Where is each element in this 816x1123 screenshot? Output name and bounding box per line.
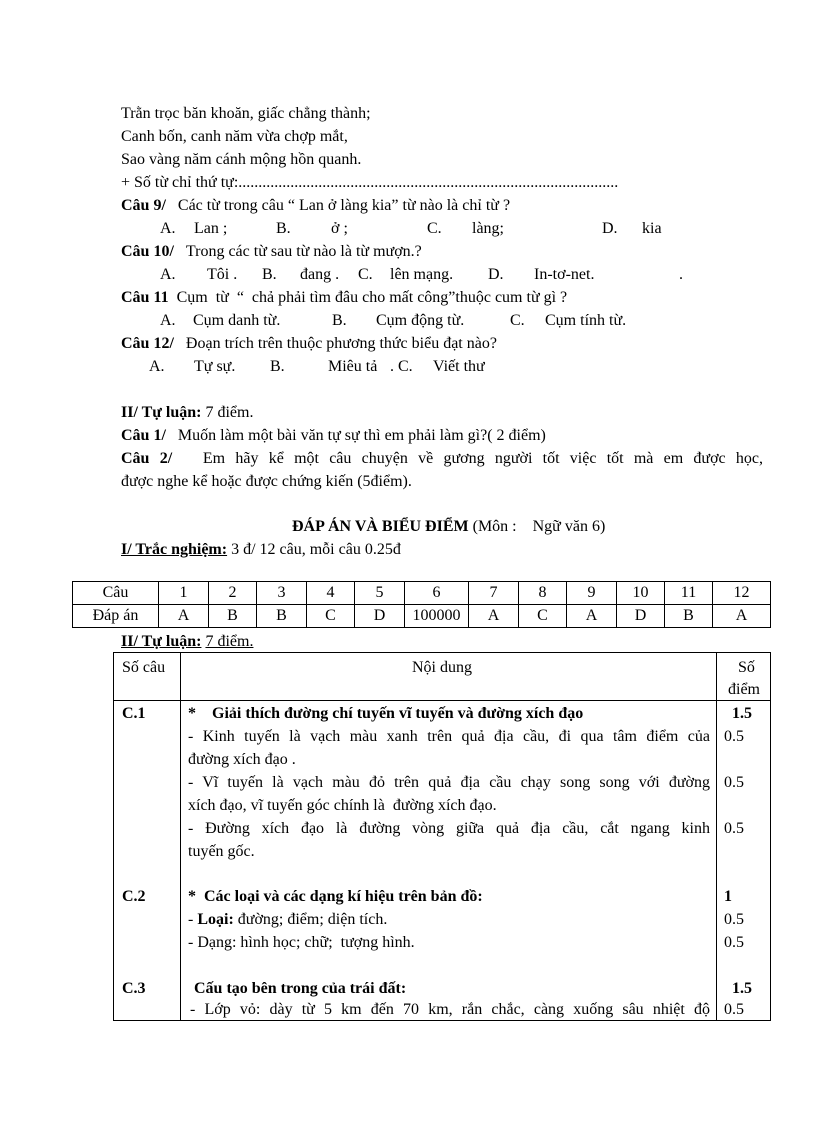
- header-divider: [114, 700, 770, 701]
- option-letter: B.: [262, 266, 277, 283]
- mc-heading: [121, 540, 401, 560]
- table-cell: 3: [257, 582, 307, 605]
- table-cell: B: [257, 605, 307, 628]
- essay2-points: 7 điểm.: [205, 633, 254, 650]
- mc-heading-label: I/ Trắc nghiệm:: [121, 541, 228, 558]
- table-cell: 5: [355, 582, 405, 605]
- option-letter: A.: [149, 358, 165, 375]
- table-cell: 11: [665, 582, 713, 605]
- option-text: .: [679, 266, 683, 283]
- table-cell: C: [519, 605, 567, 628]
- table-cell: 6: [405, 582, 469, 605]
- header-col-content: Nội dung: [412, 659, 472, 676]
- answer-key-title: [292, 517, 605, 537]
- c2-label: C.2: [122, 888, 146, 905]
- question-10-text: Trong các từ sau từ nào là từ mượn.?: [185, 243, 422, 260]
- option-text: Cụm tính từ.: [545, 312, 627, 329]
- question-9-text: Các từ trong câu “ Lan ở làng kia” từ nào là chỉ từ ?: [177, 197, 511, 214]
- poem-line-2: Canh bốn, canh năm vừa chợp mắt,: [121, 128, 348, 145]
- essay-q2-label: Câu 2/: [121, 450, 173, 467]
- c2-heading: * Các loại và các dạng kí hiệu trên bản đồ:: [188, 888, 483, 905]
- essay2-heading: [121, 632, 253, 652]
- essay-score-table: [113, 652, 771, 1021]
- essay-question-2-cont: được nghe kể hoặc được chứng kiến (5điểm).: [121, 473, 412, 490]
- question-10: [121, 242, 422, 262]
- c1-line-1: - Kinh tuyến là vạch màu xanh trên quả địa cầu, đi qua tâm điểm của: [188, 728, 710, 745]
- c1-heading: * Giải thích đường chí tuyến vĩ tuyến và đường xích đạo: [188, 705, 584, 722]
- option-letter: B.: [270, 358, 285, 375]
- question-12-options: [149, 357, 485, 377]
- question-11: [121, 288, 567, 308]
- c2-line-1: - Loại: đường; điểm; diện tích.: [188, 911, 388, 928]
- option-letter: D.: [488, 266, 504, 283]
- c2-line-2: - Dạng: hình học; chữ; tượng hình.: [188, 934, 415, 951]
- question-11-label: Câu 11: [121, 289, 169, 306]
- c2-line-2-score: 0.5: [724, 934, 744, 951]
- option-letter: D.: [602, 220, 618, 237]
- essay-question-1: [121, 426, 546, 446]
- table-cell: C: [307, 605, 355, 628]
- essay-points: 7 điểm.: [205, 404, 254, 421]
- question-10-options: [160, 265, 683, 285]
- mc-heading-text: 3 đ/ 12 câu, mỗi câu 0.25đ: [231, 541, 401, 558]
- option-text: Tôi .: [207, 266, 238, 283]
- option-text: Cụm danh từ.: [193, 312, 281, 329]
- option-text: Lan ;: [194, 220, 228, 237]
- table-cell: 1: [159, 582, 209, 605]
- poem-line-3: Sao vàng năm cánh mộng hồn quanh.: [121, 151, 362, 168]
- option-text: Tự sự.: [194, 358, 236, 375]
- option-text: Cụm động từ.: [376, 312, 465, 329]
- c1-line-6: tuyến gốc.: [188, 843, 255, 860]
- c2-line-1-bold: Loại:: [197, 911, 234, 928]
- c1-line-4: xích đạo, vĩ tuyến góc chính là đường xích đạo.: [188, 797, 497, 814]
- c3-line-1: - Lớp vỏ: dày từ 5 km đến 70 km, rắn chắc, càng xuống sâu nhiệt độ: [190, 1001, 710, 1018]
- option-text: Miêu tả: [328, 358, 378, 375]
- c1-line-3: - Vĩ tuyến là vạch màu đỏ trên quả địa cầu chạy song song với đường: [188, 774, 710, 791]
- option-text: Viết thư: [433, 358, 485, 375]
- question-11-options: [160, 311, 626, 331]
- essay-q1-text: Muốn làm một bài văn tự sự thì em phải làm gì?( 2 điểm): [177, 427, 546, 444]
- question-12-label: Câu 12/: [121, 335, 174, 352]
- c2-score: 1: [724, 888, 732, 905]
- c1-line-2: đường xích đạo .: [188, 751, 296, 768]
- table-cell: D: [355, 605, 405, 628]
- question-9-options: [160, 219, 662, 239]
- option-text: lên mạng.: [390, 266, 454, 283]
- answer-table: [72, 581, 771, 628]
- column-divider: [716, 653, 717, 1020]
- option-letter: B.: [332, 312, 347, 329]
- table-cell: Đáp án: [73, 605, 159, 628]
- c1-score: 1.5: [732, 705, 752, 722]
- question-9: [121, 196, 510, 216]
- c2-line-1-rest: đường; điểm; diện tích.: [237, 911, 388, 928]
- table-cell: B: [209, 605, 257, 628]
- option-text: In-tơ-net.: [534, 266, 595, 283]
- table-cell: 2: [209, 582, 257, 605]
- essay-heading-label: II/ Tự luận:: [121, 404, 202, 421]
- option-letter: B.: [276, 220, 291, 237]
- table-cell: A: [713, 605, 771, 628]
- header-col-score-2: điểm: [728, 681, 760, 698]
- table-cell: 12: [713, 582, 771, 605]
- essay2-heading-label: II/ Tự luận:: [121, 633, 202, 650]
- poem-line-1: Trằn trọc băn khoăn, giấc chẳng thành;: [121, 105, 371, 122]
- option-text: đang .: [300, 266, 340, 283]
- option-letter: C.: [427, 220, 442, 237]
- table-cell: D: [617, 605, 665, 628]
- question-12: [121, 334, 497, 354]
- table-cell: A: [567, 605, 617, 628]
- answer-table-row-answers: [73, 605, 771, 628]
- c3-heading: Cấu tạo bên trong của trái đất:: [194, 980, 407, 997]
- option-letter: . C.: [390, 358, 413, 375]
- option-text: ở ;: [331, 220, 348, 237]
- essay-q2-text: Em hãy kể một câu chuyện về gương người tốt việc tốt mà em được học,: [202, 450, 764, 467]
- c1-line-5: - Đường xích đạo là đường vòng giữa quả địa cầu, cắt ngang kinh: [188, 820, 710, 837]
- option-letter: C.: [510, 312, 525, 329]
- answer-subject: (Môn : Ngữ văn 6): [472, 518, 606, 535]
- question-11-text: Cụm từ “ chả phải tìm đâu cho mất công”thuộc cum từ gì ?: [176, 289, 568, 306]
- table-cell: 4: [307, 582, 355, 605]
- c2-line-1-score: 0.5: [724, 911, 744, 928]
- c1-line-1-score: 0.5: [724, 728, 744, 745]
- table-cell: Câu: [73, 582, 159, 605]
- option-letter: C.: [358, 266, 373, 283]
- option-letter: A.: [160, 266, 176, 283]
- table-cell: 9: [567, 582, 617, 605]
- table-cell: A: [159, 605, 209, 628]
- column-divider: [180, 653, 181, 1020]
- question-12-text: Đoạn trích trên thuộc phương thức biểu đạt nào?: [185, 335, 497, 352]
- option-letter: A.: [160, 312, 176, 329]
- option-letter: A.: [160, 220, 176, 237]
- answer-table-row-numbers: [73, 582, 771, 605]
- c1-label: C.1: [122, 705, 146, 722]
- question-9-label: Câu 9/: [121, 197, 166, 214]
- header-col-score-1: Số: [738, 659, 755, 676]
- essay-q1-label: Câu 1/: [121, 427, 166, 444]
- table-cell: B: [665, 605, 713, 628]
- c3-score: 1.5: [732, 980, 752, 997]
- table-cell: 10: [617, 582, 665, 605]
- question-10-label: Câu 10/: [121, 243, 174, 260]
- c1-line-5-score: 0.5: [724, 820, 744, 837]
- essay-question-2: [121, 449, 763, 469]
- c1-line-3-score: 0.5: [724, 774, 744, 791]
- table-cell: 7: [469, 582, 519, 605]
- header-col-number: Số câu: [122, 659, 166, 676]
- table-cell: 8: [519, 582, 567, 605]
- option-text: kia: [642, 220, 662, 237]
- table-cell: 100000: [405, 605, 469, 628]
- c3-label: C.3: [122, 980, 146, 997]
- option-text: làng;: [472, 220, 504, 237]
- order-word-line: + Số từ chỉ thứ tự:...............................................................................................: [121, 174, 619, 191]
- c3-line-1-score: 0.5: [724, 1001, 744, 1018]
- table-cell: A: [469, 605, 519, 628]
- essay-heading: [121, 403, 253, 423]
- answer-title: ĐÁP ÁN VÀ BIỂU ĐIỂM: [292, 518, 469, 535]
